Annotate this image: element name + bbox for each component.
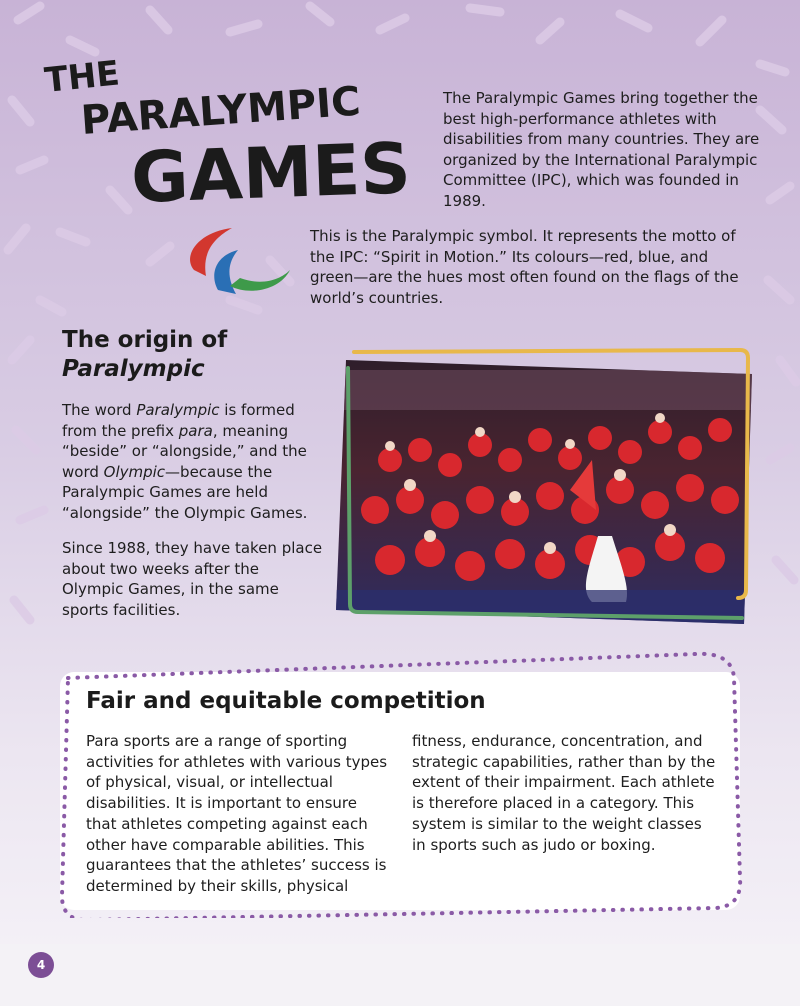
- footer-band: [0, 944, 800, 1006]
- intro-paragraph: The Paralympic Games bring together the best high-performance athletes with disabilities from many countries. They are organized by the International Paralympic Committee (IPC), which was founded in 1989.: [443, 89, 760, 210]
- text-run: is formed from the prefix: [62, 401, 295, 440]
- origin-paragraph-1: [62, 400, 324, 523]
- agitos-icon: [180, 220, 295, 300]
- title-the: THE: [42, 53, 122, 101]
- page-title: [40, 52, 440, 222]
- origin-heading-line2: Paralympic: [62, 356, 205, 382]
- origin-heading-line1: The origin of: [62, 327, 228, 353]
- origin-heading: [62, 326, 342, 384]
- symbol-caption: This is the Paralympic symbol. It represents the motto of the IPC: “Spirit in Motion.” Its colours—red, blue, and green—are the hues most often found on the flags of the world’s countries.: [310, 227, 739, 307]
- origin-paragraph-2: Since 1988, they have taken place about two weeks after the Olympic Games, in the same sports facilities.: [62, 539, 323, 619]
- text-run-italic: Olympic: [103, 462, 166, 481]
- text-run-italic: para: [178, 421, 213, 440]
- page-number: 4: [28, 952, 54, 978]
- fair-column-2: fitness, endurance, concentration, and strategic capabilities, rather than by the extent of their impairment. Each athlete is therefore placed in a category. This system is similar to the weight classes in sports such as judo or boxing.: [412, 732, 716, 854]
- title-games: GAMES: [129, 127, 412, 219]
- text-run: —because the Paralympic Games are held “alongside” the Olympic Games.: [62, 462, 308, 522]
- title-paralympic: PARALYMPIC: [79, 78, 362, 144]
- athletes-parade-photo: [330, 340, 760, 630]
- text-run-italic: Paralympic: [136, 401, 220, 419]
- fair-column-1: Para sports are a range of sporting activities for athletes with various types of physical, visual, or intellectual disabilities. It is important to ensure that athletes competing against each other have comparable abilities. This guarantees that the athletes’ success is determined by their skills, physical: [86, 732, 388, 895]
- text-run: The word: [62, 401, 137, 419]
- text-run: , meaning “beside” or “alongside,” and the word: [62, 421, 307, 481]
- fair-heading: Fair and equitable competition: [86, 688, 486, 714]
